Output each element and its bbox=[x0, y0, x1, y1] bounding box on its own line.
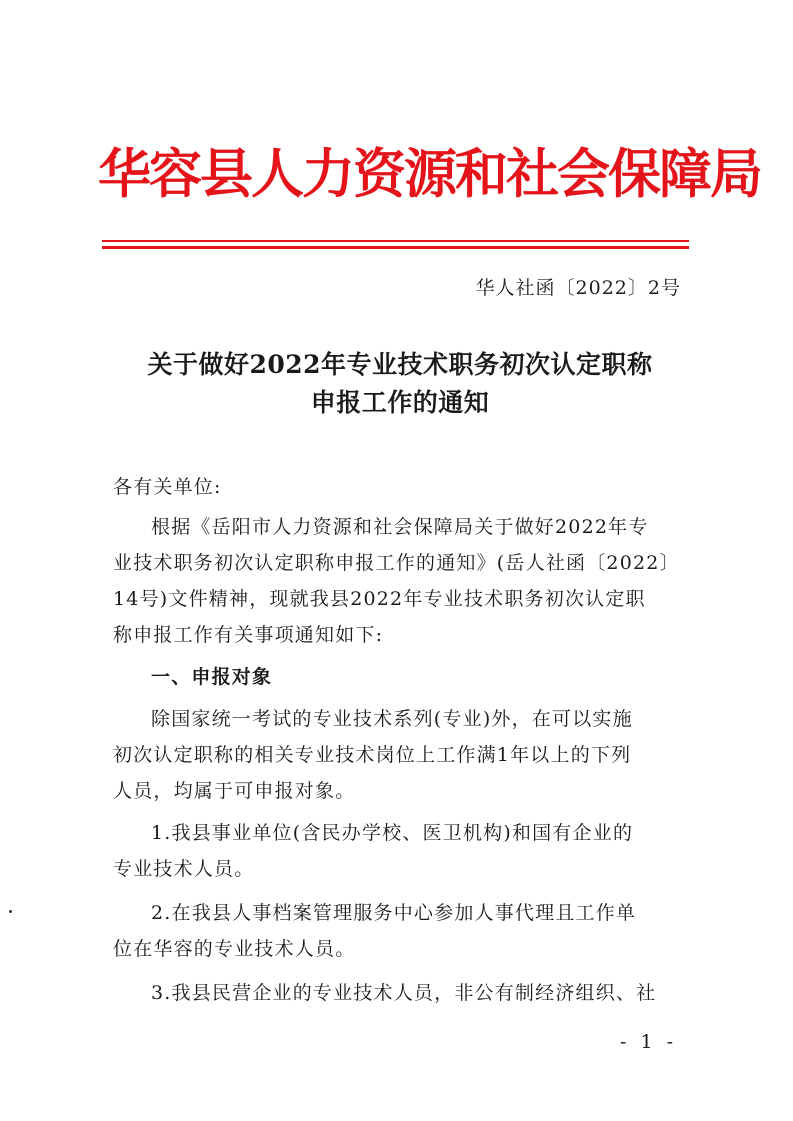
scan-speck bbox=[9, 910, 12, 913]
document-title bbox=[100, 346, 700, 422]
document-title-line-1: 关于做好2022年专业技术职务初次认定职称 bbox=[147, 350, 653, 379]
list-item-line: 3.我县民营企业的专业技术人员，非公有制经济组织、社 bbox=[151, 982, 657, 1004]
paragraph-line: 初次认定职称的相关专业技术岗位上工作满1年以上的下列 bbox=[113, 744, 632, 766]
list-item-line: 2.在我县人事档案管理服务中心参加人事代理且工作单 bbox=[151, 902, 637, 924]
page-number: - 1 - bbox=[619, 1031, 677, 1053]
red-rule-thick bbox=[102, 246, 689, 249]
list-item-line: 1.我县事业单位(含民办学校、医卫机构)和国有企业的 bbox=[151, 822, 634, 844]
section-heading: 一、申报对象 bbox=[151, 666, 273, 688]
document-number: 华人社函〔2022〕2号 bbox=[475, 277, 681, 299]
list-item-line: 专业技术人员。 bbox=[113, 858, 255, 880]
paragraph-line: 称申报工作有关事项通知如下: bbox=[113, 624, 384, 646]
salutation: 各有关单位: bbox=[113, 476, 222, 498]
paragraph-line: 除国家统一考试的专业技术系列(专业)外，在可以实施 bbox=[151, 708, 633, 730]
paragraph-line: 业技术职务初次认定职称申报工作的通知》(岳人社函〔2022〕 bbox=[113, 552, 680, 574]
paragraph-line: 14号)文件精神，现就我县2022年专业技术职务初次认定职 bbox=[113, 588, 646, 610]
list-item-line: 位在华容的专业技术人员。 bbox=[113, 938, 356, 960]
paragraph-line: 人员，均属于可申报对象。 bbox=[113, 780, 356, 802]
document-title-line-2: 申报工作的通知 bbox=[310, 388, 490, 417]
red-rule-thin bbox=[102, 240, 689, 242]
organization-header: 华容县人力资源和社会保障局 bbox=[98, 144, 761, 205]
paragraph-line: 根据《岳阳市人力资源和社会保障局关于做好2022年专 bbox=[151, 516, 649, 538]
